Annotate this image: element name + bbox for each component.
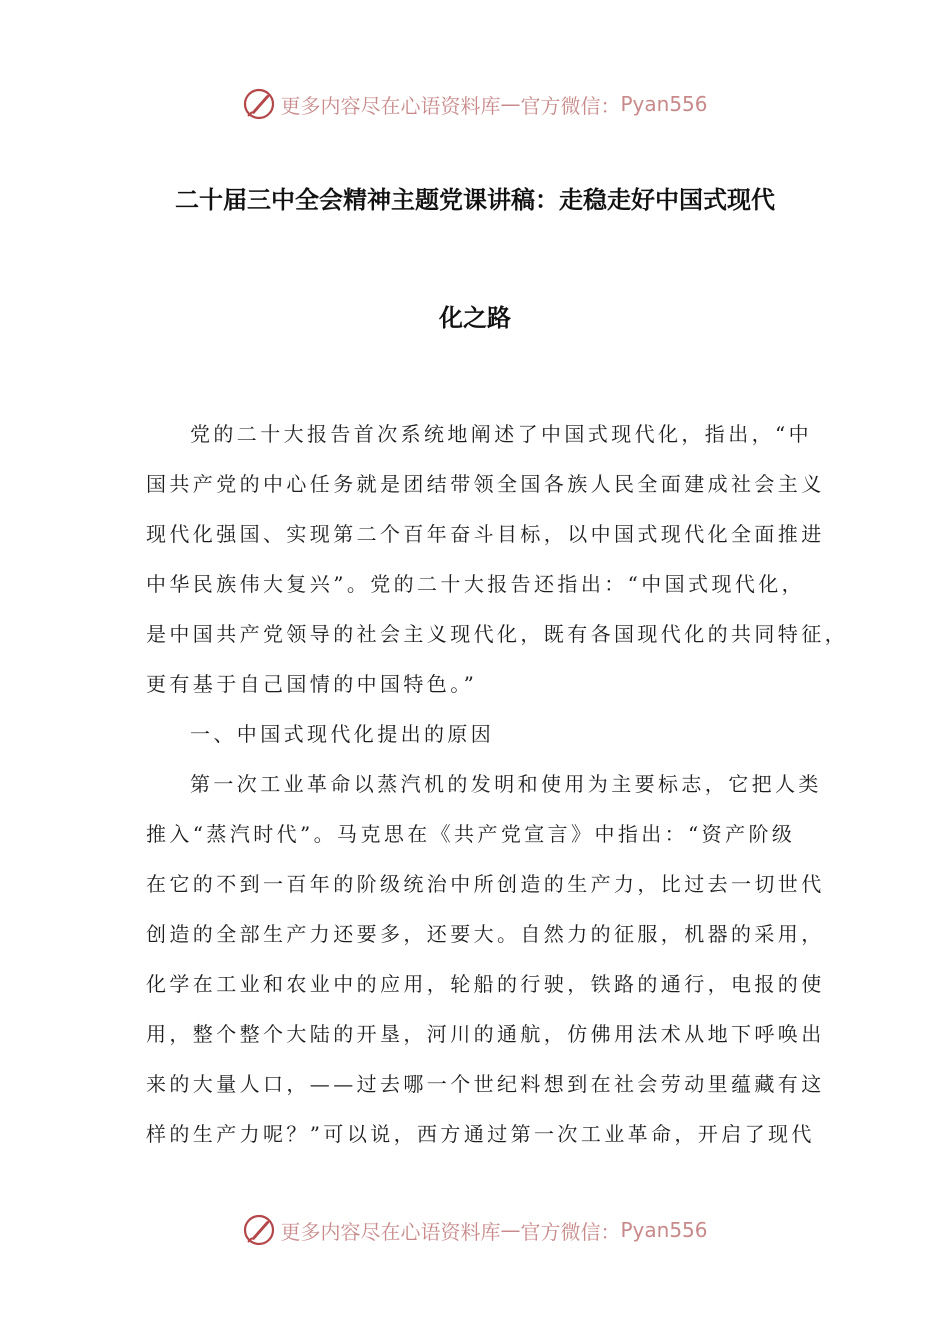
watermark-wechat-label: 官方微信： (520, 1219, 621, 1244)
body-line: 推入“蒸汽时代”。马克思在《共产党宣言》中指出：“资产阶级 (146, 822, 796, 846)
watermark-main-text: 更多内容尽在心语资料库 (280, 93, 501, 118)
watermark-separator: — (500, 1218, 521, 1242)
watermark-wechat-label: 官方微信： (520, 93, 621, 118)
body-line: 在它的不到一百年的阶级统治中所创造的生产力，比过去一切世代 (146, 872, 825, 896)
body-line: 化学在工业和农业中的应用，轮船的行驶，铁路的通行，电报的使 (146, 972, 825, 996)
body-line: 来的大量人口，——过去哪一个世纪料想到在社会劳动里蕴藏有这 (146, 1072, 825, 1096)
body-line: 是中国共产党领导的社会主义现代化，既有各国现代化的共同特征， (146, 622, 848, 646)
body-line: 第一次工业革命以蒸汽机的发明和使用为主要标志，它把人类 (190, 772, 822, 796)
body-line: 党的二十大报告首次系统地阐述了中国式现代化，指出，“中 (190, 422, 813, 446)
body-line: 用，整个整个大陆的开垦，河川的通航，仿佛用法术从地下呼唤出 (146, 1022, 825, 1046)
header-watermark (0, 84, 950, 124)
body-line: 样的生产力呢？”可以说，西方通过第一次工业革命，开启了现代 (146, 1122, 815, 1146)
watermark-wechat-id: Pyan556 (620, 92, 708, 116)
footer-watermark (0, 1210, 950, 1250)
section-heading: 一、中国式现代化提出的原因 (190, 722, 495, 746)
quill-pen-logo-icon (242, 1213, 276, 1247)
body-line: 国共产党的中心任务就是团结带领全国各族人民全面建成社会主义 (146, 472, 825, 496)
document-title-line-1: 二十届三中全会精神主题党课讲稿：走稳走好中国式现代 (175, 186, 775, 214)
body-line: 更有基于自己国情的中国特色。” (146, 672, 478, 696)
watermark-wechat-id: Pyan556 (620, 1218, 708, 1242)
document-body (146, 414, 848, 1164)
watermark-main-text: 更多内容尽在心语资料库 (280, 1219, 501, 1244)
watermark-separator: — (500, 92, 521, 116)
quill-pen-logo-icon (242, 87, 276, 121)
body-line: 中华民族伟大复兴”。党的二十大报告还指出：“中国式现代化， (146, 572, 806, 596)
body-line: 现代化强国、实现第二个百年奋斗目标，以中国式现代化全面推进 (146, 522, 825, 546)
body-line: 创造的全部生产力还要多，还要大。自然力的征服，机器的采用， (146, 922, 825, 946)
document-title-line-2: 化之路 (439, 304, 511, 332)
